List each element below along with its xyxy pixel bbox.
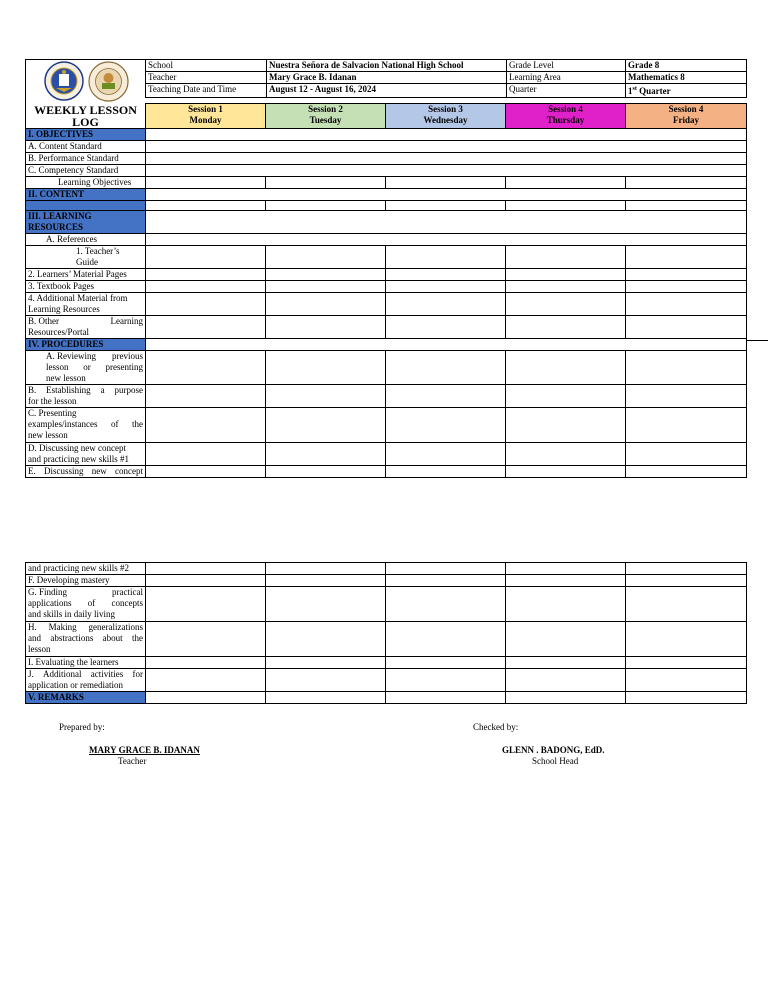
performance-standard-label: B. Performance Standard — [26, 152, 146, 164]
session-5-header: Session 4 Friday — [626, 104, 747, 129]
school-value: Nuestra Señora de Salvacion National High School — [267, 60, 507, 72]
content-standard-label: A. Content Standard — [26, 140, 146, 152]
checked-by-name: GLENN . BADONG, EdD. — [502, 745, 605, 755]
references-label: A. References — [26, 233, 146, 245]
objectives-heading: I. OBJECTIVES — [26, 128, 146, 140]
lesson-log-table-top — [25, 103, 747, 478]
content-heading: II. CONTENT — [26, 188, 146, 200]
teacher-label: Teacher — [146, 72, 267, 84]
school-label: School — [146, 60, 267, 72]
header-info-table — [145, 59, 747, 98]
lesson-log-table-bottom — [25, 562, 747, 704]
proc-discussing-2-label-top: E. Discussing new concept — [26, 465, 146, 477]
checked-by-label: Checked by: — [473, 722, 519, 732]
proc-additional-label: J. Additional activities for application or remediation — [26, 669, 146, 692]
session-3-header: Session 3 Wednesday — [386, 104, 506, 129]
session-1-header: Session 1 Monday — [146, 104, 266, 129]
proc-discussing-1-label: D. Discussing new concept and practicing new skills #1 — [26, 442, 146, 465]
prepared-by-role: Teacher — [118, 756, 147, 766]
learning-area-value: Mathematics 8 — [626, 72, 747, 84]
textbook-pages-label: 3. Textbook Pages — [26, 280, 146, 292]
learners-material-label: 2. Learners’ Material Pages — [26, 268, 146, 280]
proc-generalizations-label: H. Making generalizations and abstractions about the lesson — [26, 622, 146, 657]
proc-discussing-2-label: and practicing new skills #2 — [26, 563, 146, 575]
date-label: Teaching Date and Time — [146, 84, 267, 98]
date-value: August 12 - August 16, 2024 — [267, 84, 507, 98]
other-resources-label: B. Other Learning Resources/Portal — [26, 315, 146, 338]
grade-level-label: Grade Level — [507, 60, 626, 72]
procedures-heading: IV. PROCEDURES — [26, 338, 146, 350]
teacher-value: Mary Grace B. Idanan — [267, 72, 507, 84]
learning-area-label: Learning Area — [507, 72, 626, 84]
prepared-by-name: MARY GRACE B. IDANAN — [89, 745, 200, 755]
additional-material-label: 4. Additional Material from Learning Resources — [26, 292, 146, 315]
quarter-value: 1st Quarter — [626, 84, 747, 98]
prepared-by-label: Prepared by: — [59, 722, 105, 732]
quarter-label: Quarter — [507, 84, 626, 98]
proc-applications-label: G. Finding practical applications of concepts and skills in daily living — [26, 587, 146, 622]
grade-level-value: Grade 8 — [626, 60, 747, 72]
competency-standard-label: C. Competency Standard — [26, 164, 146, 176]
weekly-lesson-log-title: WEEKLY LESSON LOG — [26, 104, 146, 129]
session-4-header: Session 4 Thursday — [506, 104, 626, 129]
remarks-heading: V. REMARKS — [26, 692, 146, 704]
learning-objectives-label: Learning Objectives — [26, 176, 146, 188]
proc-presenting-label: C. Presenting examples/instances of the new lesson — [26, 407, 146, 442]
teachers-guide-label: 1. Teacher’s Guide — [26, 245, 146, 268]
session-2-header: Session 2 Tuesday — [266, 104, 386, 129]
learning-resources-heading: III. LEARNING RESOURCES — [26, 210, 146, 233]
proc-evaluating-label: I. Evaluating the learners — [26, 657, 146, 669]
checked-by-role: School Head — [532, 756, 579, 766]
proc-reviewing-label: A. Reviewing previous lesson or presenting new lesson — [26, 350, 146, 384]
logo-frame — [25, 59, 146, 104]
proc-establishing-label: B. Establishing a purpose for the lesson — [26, 384, 146, 407]
proc-mastery-label: F. Developing mastery — [26, 575, 146, 587]
procedures-row-line — [746, 340, 768, 341]
